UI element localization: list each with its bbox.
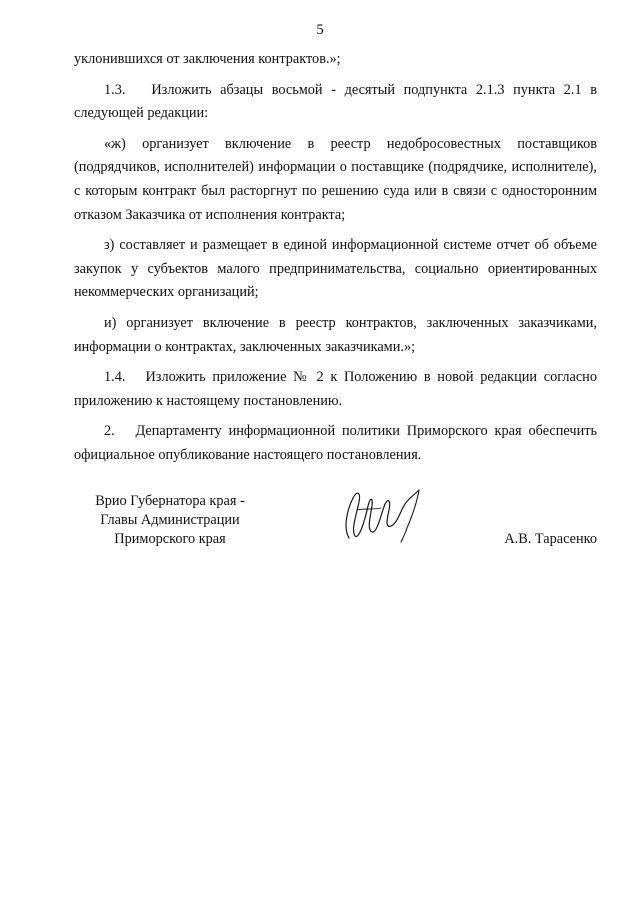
signer-position — [80, 492, 260, 549]
signer-position-line: Врио Губернатора края - — [95, 493, 245, 509]
signer-position-line: Приморского края — [114, 531, 226, 547]
signer-name: А.В. Тарасенко — [504, 531, 597, 547]
signer-position-line: Главы Администрации — [100, 512, 240, 528]
paragraph-item-z: з) составляет и размещает в единой информационной системе отчет об объеме закупок у субъектов малого предпринимательства, социально ориентированных некоммерческих организаций; — [74, 237, 597, 301]
paragraph-1-4: 1.4. Изложить приложение № 2 к Положению в новой редакции согласно приложению к настоящему постановлению. — [74, 369, 597, 409]
paragraph-1-3: 1.3. Изложить абзацы восьмой - десятый подпункта 2.1.3 пункта 2.1 в следующей редакции: — [74, 81, 597, 122]
document-body — [74, 48, 597, 475]
paragraph-2: 2. Департаменту информационной политики Приморского края обеспечить официальное опубликование настоящего постановления. — [74, 423, 597, 463]
paragraph-continuation: уклонившихся от заключения контрактов.»; — [74, 51, 341, 67]
paragraph-item-zh: «ж) организует включение в реестр недобросовестных поставщиков (подрядчиков, исполнителей) информации о поставщике (подрядчике, исполнителе), с которым контракт был расторгнут по решению суда или в связи с односторонним отказом Заказчика от исполнения контракта; — [74, 135, 597, 223]
paragraph-item-i: и) организует включение в реестр контрактов, заключенных заказчиками, информации о контрактах, заключенных заказчиками.»; — [74, 314, 597, 355]
handwritten-signature — [335, 480, 445, 550]
page-number: 5 — [316, 22, 324, 38]
